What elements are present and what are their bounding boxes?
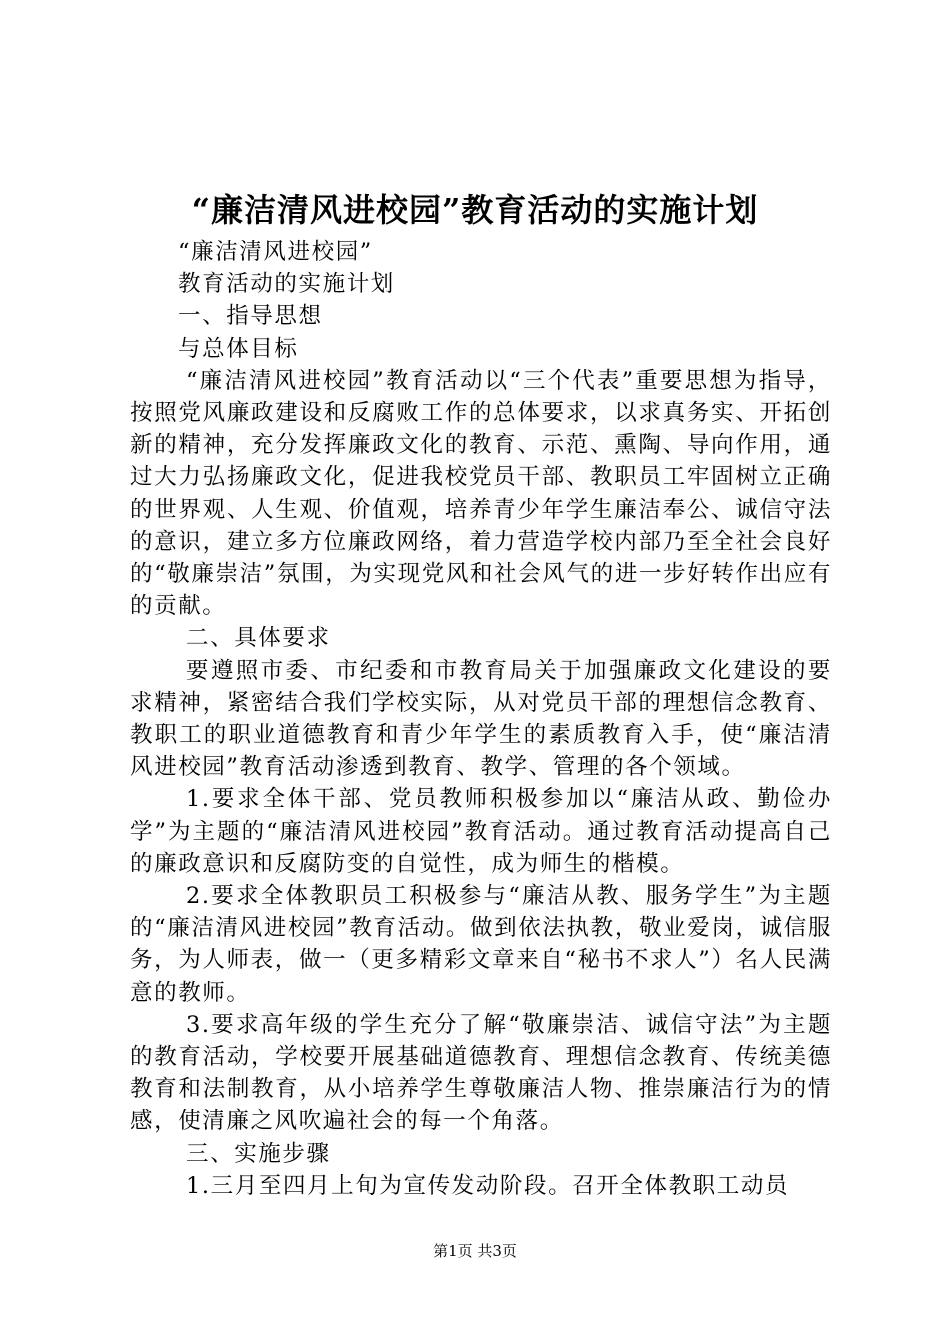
section-heading-implementation-steps: 三、实施步骤 — [186, 1140, 331, 1167]
paragraph-heading-line-1: “廉洁清风进校园” — [178, 239, 373, 265]
paragraph-requirement-2: 2.要求全体教职员工积极参与“廉洁从教、服务学生”为主题的“廉洁清风进校园”教育活动。做到依法执教，敬业爱岗，诚信服务，为人师表，做一（更多精彩文章来自“秘书不求人”）名人民满意的教师。 — [130, 883, 832, 1006]
paragraph-requirement-1: 1.要求全体干部、党员教师积极参加以“廉洁从政、勤俭办学”为主题的“廉洁清风进校园”教育活动。通过教育活动提高自己的廉政意识和反腐防变的自觉性，成为师生的楷模。 — [130, 786, 832, 877]
section-heading-overall-goal: 与总体目标 — [178, 335, 299, 362]
paragraph-step-1: 1.三月至四月上旬为宣传发动阶段。召开全体教职工动员 — [186, 1172, 790, 1199]
paragraph-overall-goal: “廉洁清风进校园”教育活动以“三个代表”重要思想为指导，按照党风廉政建设和反腐败工作的总体要求，以求真务实、开拓创新的精神，充分发挥廉政文化的教育、示范、熏陶、导向作用，通过大力弘扬廉政文化，促进我校党员干部、教职员工牢固树立正确的世界观、人生观、价值观，培养青少年学生廉洁奉公、诚信守法的意识，建立多方位廉政网络，着力营造学校内部乃至全社会良好的“敬廉崇洁”氛围，为实现党风和社会风气的进一步好转作出应有的贡献。 — [130, 367, 832, 620]
document-body — [130, 236, 832, 1202]
section-heading-guiding-ideology: 一、指导思想 — [178, 303, 323, 330]
paragraph-heading-line-2: 教育活动的实施计划 — [178, 271, 395, 298]
section-heading-specific-requirements: 二、具体要求 — [186, 625, 331, 652]
document-title: “廉洁清风进校园”教育活动的实施计划 — [191, 191, 759, 229]
page-number-footer: 第1页 共3页 — [433, 1242, 517, 1260]
paragraph-requirements-intro: 要遵照市委、市纪委和市教育局关于加强廉政文化建设的要求精神，紧密结合我们学校实际，从对党员干部的理想信念教育、教职工的职业道德教育和青少年学生的素质教育入手，使“廉洁清风进校园”教育活动渗透到教育、教学、管理的各个领域。 — [130, 657, 832, 781]
paragraph-requirement-3: 3.要求高年级的学生充分了解“敬廉崇洁、诚信守法”为主题的教育活动，学校要开展基础道德教育、理想信念教育、传统美德教育和法制教育，从小培养学生尊敬廉洁人物、推崇廉洁行为的情感，使清廉之风吹遍社会的每一个角落。 — [130, 1011, 832, 1135]
